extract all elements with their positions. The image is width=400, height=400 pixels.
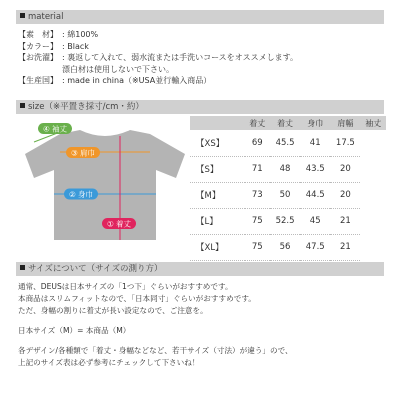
material-row-washing-note: 漂白材は使用しないで下さい。 — [62, 64, 174, 74]
shoulder-label: ③ 肩巾 — [70, 148, 96, 158]
about-size-text: 通常、DEUSは日本サイズの「1つ下」ぐらいがおすすめです。 本商品はスリムフィットなので、「日本同寸」ぐらいがおすすめです。 ただ、身幅の割りに着丈が長い設定なので、ご注意を。 日本サイズ（M）= 本商品（M） 各デザイン/各種類で「着丈・身幅などなど、若干サイズ（寸法）が違う」ので、 上記のサイズ表は必ず参考にチェックして下さいね！ — [18, 282, 293, 367]
square-bullet-icon — [20, 103, 25, 108]
length-label: ① 着丈 — [106, 219, 132, 229]
material-row-fabric: 【素 材】 : 綿100% — [18, 30, 99, 39]
table-row: 【L】 75 52.5 45 21 — [190, 208, 386, 234]
size-table — [190, 116, 386, 261]
material-row-washing: 【お洗濯】 : 裏返して入れて、弱水流または手洗いコースをオススメします。 — [18, 53, 298, 62]
size-header: size（※平置き採寸/cm・約） — [16, 100, 384, 114]
size-table-header: 着丈 着丈 身巾 肩幅 袖丈 — [190, 116, 386, 130]
table-row: 【S】 71 48 43.5 20 — [190, 156, 386, 182]
material-header: material — [16, 10, 384, 24]
material-list — [18, 29, 378, 87]
material-row-color: 【カラー】 : Black — [18, 41, 89, 51]
about-size-header: サイズについて（サイズの測り方） — [16, 262, 384, 276]
square-bullet-icon — [20, 13, 25, 18]
square-bullet-icon — [20, 265, 25, 270]
material-row-origin: 【生産国】 : made in china（※USA並行輸入商品） — [18, 76, 212, 85]
table-row: 【M】 73 50 44.5 20 — [190, 182, 386, 208]
table-row: 【XL】 75 56 47.5 21 — [190, 234, 386, 260]
size-col-empty — [190, 116, 245, 130]
chest-label: ② 身巾 — [68, 190, 94, 199]
table-row: 【XS】 69 45.5 41 17.5 — [190, 130, 386, 156]
sleeve-label: ④ 袖丈 — [42, 124, 68, 134]
tshirt-diagram — [20, 120, 190, 250]
